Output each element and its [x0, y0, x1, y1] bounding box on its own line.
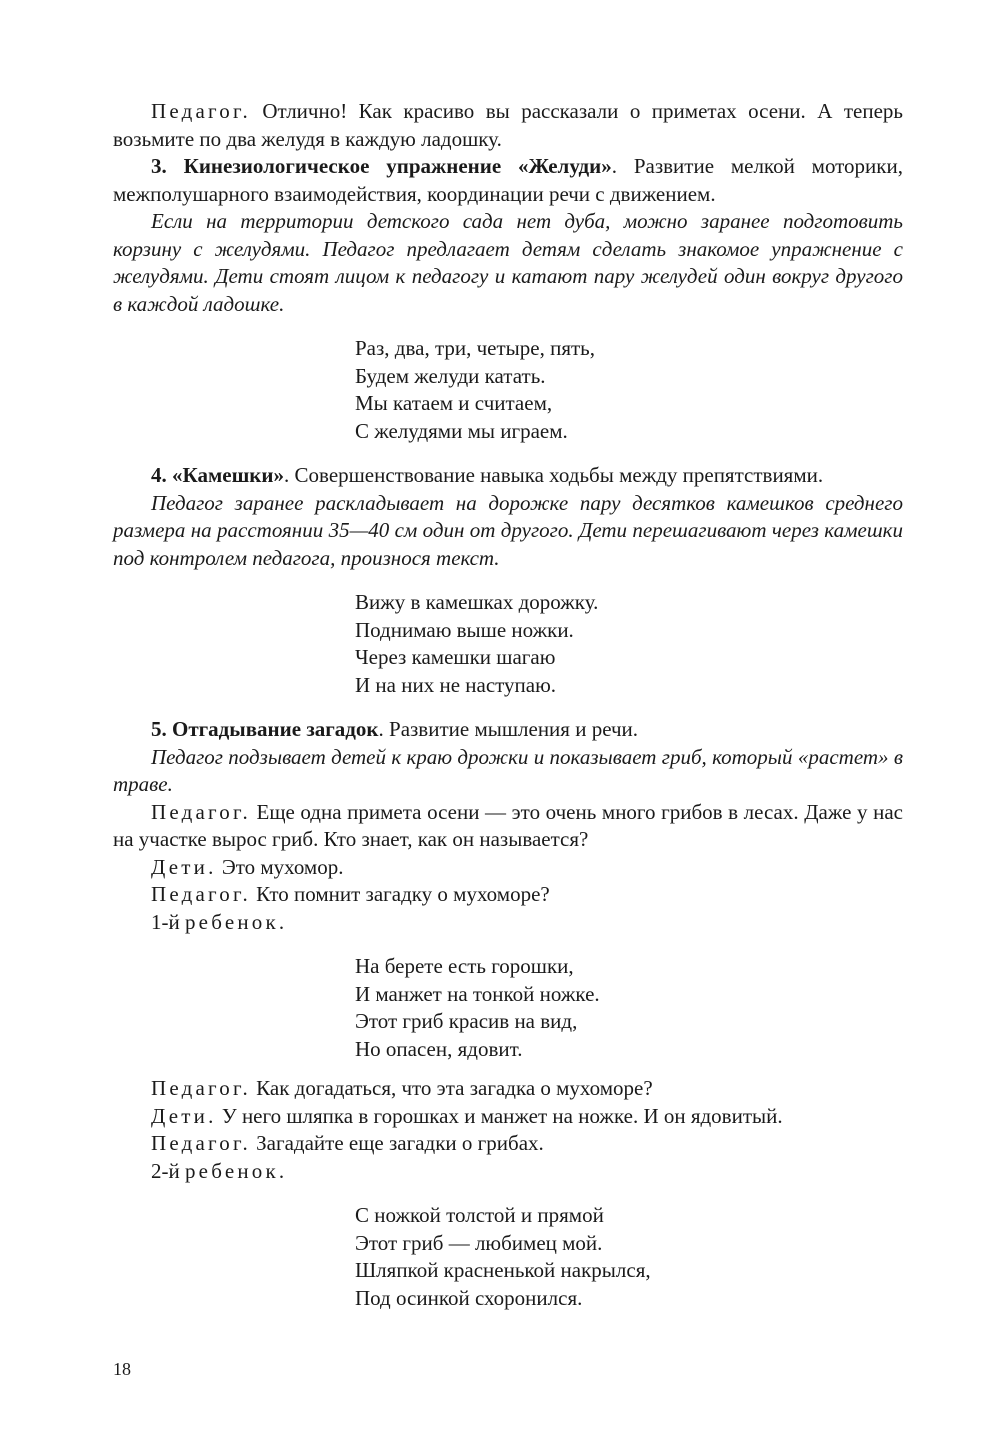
speaker-label: Педагог.	[151, 799, 251, 824]
dialogue-line	[113, 881, 903, 909]
verse-line: И на них не наступаю.	[355, 672, 557, 697]
verse-line: Мы катаем и считаем,	[355, 391, 553, 415]
child-number: 1-й	[151, 909, 185, 934]
speech-text: Это мухомор.	[216, 854, 344, 879]
section-title: 5. Отгадывание загадок	[151, 717, 379, 741]
speaker-label: Педагог.	[151, 1131, 251, 1155]
verse-line: Под осинкой схоронился.	[355, 1285, 583, 1310]
verse-line: На берете есть горошки,	[355, 954, 574, 978]
speech-text: Еще одна примета осени — это очень много грибов в лесах. Даже у нас на участке вырос гриб. Кто знает, как он называется?	[113, 799, 903, 851]
section-4-heading	[113, 462, 903, 490]
verse-line: Этот гриб красив на вид,	[355, 1009, 578, 1033]
section-3-heading	[113, 153, 903, 208]
dialogue-line	[113, 909, 903, 937]
verse-line: И манжет на тонкой ножке.	[355, 981, 600, 1006]
section-4-note: Педагог заранее раскладывает на дорожке пару десятков камешков среднего размера на расстоянии 35—40 см один от другого. Дети перешагивают через камешки под контролем педагога, произнося текст.	[113, 490, 903, 570]
speaker-label: Дети.	[151, 854, 217, 879]
verse-line: С желудями мы играем.	[355, 418, 568, 443]
verse-riddle-1	[355, 953, 903, 1063]
dialogue-line	[113, 1075, 903, 1103]
dialogue-line	[113, 799, 903, 854]
page-content	[113, 98, 903, 1312]
verse-line: Через камешки шагаю	[355, 645, 556, 669]
paragraph-teacher-1	[113, 98, 903, 153]
dialogue-line	[113, 1103, 903, 1131]
page-number: 18	[113, 1359, 131, 1379]
speech-text: Загадайте еще загадки о грибах.	[250, 1131, 544, 1155]
speaker-label: Дети.	[151, 1103, 217, 1128]
verse-line: Этот гриб — любимец мой.	[355, 1230, 603, 1255]
child-number: 2-й	[151, 1158, 185, 1183]
section-5-heading	[113, 716, 903, 744]
verse-line: Поднимаю выше ножки.	[355, 617, 574, 642]
section-5-note: Педагог подзывает детей к краю дрожки и показывает гриб, который «растет» в траве.	[113, 744, 903, 796]
speech-text: У него шляпка в горошках и манжет на ножке. И он ядовитый.	[216, 1103, 783, 1128]
speaker-label: Педагог.	[151, 1076, 251, 1100]
speaker-label: ребенок.	[184, 909, 288, 934]
speech-text: Отлично! Как красиво вы рассказали о приметах осени. А теперь возьмите по два желудя в каждую ладошку.	[113, 99, 903, 151]
dialogue-line	[113, 1130, 903, 1158]
verse-pebbles	[355, 589, 903, 699]
section-description: . Развитие мышления и речи.	[378, 717, 639, 741]
verse-line: Будем желуди катать.	[355, 363, 546, 388]
section-title: 4. «Камешки»	[151, 463, 285, 487]
dialogue-line	[113, 854, 903, 882]
section-title: 3. Кинезиологическое упражнение «Желуди»	[151, 154, 612, 178]
section-description: . Совершенствование навыка ходьбы между препятствиями.	[284, 463, 824, 487]
speaker-label: ребенок.	[184, 1158, 288, 1183]
speech-text: Как догадаться, что эта загадка о мухоморе?	[250, 1076, 653, 1100]
verse-line: Но опасен, ядовит.	[355, 1036, 523, 1061]
verse-line: С ножкой толстой и прямой	[355, 1203, 604, 1227]
section-3-note: Если на территории детского сада нет дуба, можно заранее подготовить корзину с желудями. Педагог предлагает детям сделать знакомое упражнение с желудями. Дети стоят лицом к педагогу и катают пару желудей один вокруг другого в каждой ладошке.	[113, 209, 903, 316]
verse-line: Шляпкой красненькой накрылся,	[355, 1258, 651, 1282]
verse-line: Вижу в камешках дорожку.	[355, 590, 599, 614]
verse-riddle-2	[355, 1202, 903, 1312]
dialogue-line	[113, 1158, 903, 1186]
verse-acorns	[355, 335, 903, 445]
speech-text: Кто помнит загадку о мухоморе?	[250, 882, 550, 906]
speaker-label: Педагог.	[151, 99, 251, 123]
section-description: . Развитие мелкой моторики, межполушарного взаимодействия, координации речи с движением.	[113, 154, 903, 206]
speaker-label: Педагог.	[151, 882, 251, 906]
verse-line: Раз, два, три, четыре, пять,	[355, 336, 596, 360]
